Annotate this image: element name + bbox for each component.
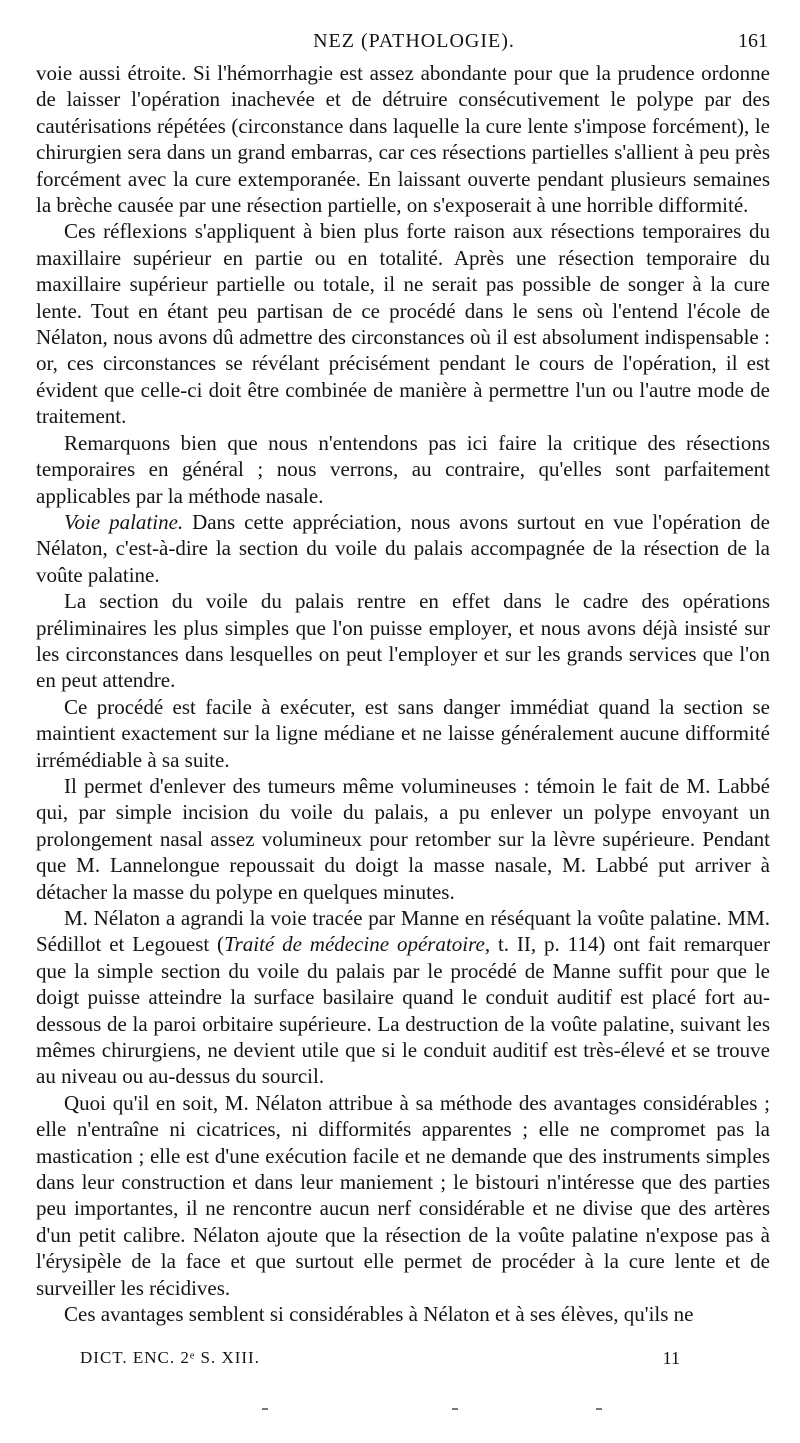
printer-signature: DICT. ENC. 2ᵉ S. XIII. [80,1348,260,1367]
page-footer [80,1348,700,1378]
paragraph-section-voile: La section du voile du palais rentre en effet dans le cadre des opérations préliminaires les plus simples que l'on puisse employer, et nous avons déjà insisté sur les circonstances dans lesquelles on peut l'employer et sur les grands services que l'on en peut attendre. [36,589,770,693]
paragraph-labbe: Il permet d'enlever des tumeurs même volumineuses : témoin le fait de M. Labbé qui, par simple incision du voile du palais, a pu enlever un polype envoyant un prolongement nasal assez volumineux pour retomber sur la lèvre supérieure. Pendant que M. Lannelongue repoussait du doigt la masse nasale, M. Labbé put arriver à détacher la masse du polype en quelques minutes. [36,773,770,904]
paragraph-procede-facile: Ce procédé est facile à exécuter, est sans danger immédiat quand la section se maintient exactement sur la ligne médiane et ne laisse généralement aucune difformité irrémédiable à sa suite. [36,694,770,772]
paragraph-voie-palatine [36,509,770,588]
running-head [60,30,768,60]
sedillot-text-after: , t. II, p. 114) ont fait remarquer que la simple section du voile du palais par le procédé de Manne suffit pour que le doigt puisse atteindre la surface basilaire quand le conduit auditif est placé fort au-dessous de la paroi orbitaire supérieure. La destruction de la voûte palatine, suivant les mêmes chirurgiens, ne devient utile que si le conduit auditif est très-élevé et se trouve au niveau ou au-dessus du sourcil. [36,932,770,1089]
paragraph-resections-temporaires: Ces réflexions s'appliquent à bien plus forte raison aux résections temporaires du maxillaire supérieur en partie ou en totalité. Après une résection temporaire du maxillaire supérieur partielle ou totale, il ne serait pas possible de songer à la cure lente. Tout en étant peu partisan de ce procédé dans le sens où l'entend l'école de Nélaton, nous avons dû admettre des circonstances où il est absolument indispensable : or, ces circonstances se révélant précisément pendant le cours de l'opération, il est évident que celle-ci doit être combinée de manière à permettre l'un ou l'autre mode de traitement. [36,219,770,429]
body-text [36,60,770,1328]
page-number: 161 [738,30,768,52]
scan-speck [596,1408,602,1410]
running-title: NEZ (PATHOLOGIE). [313,30,515,52]
scan-specks [0,1408,800,1412]
voie-palatine-text: Dans cette appréciation, nous avons surtout en vue l'opération de Nélaton, c'est-à-dire la section du voile du palais accompagnée de la résection de la voûte palatine. [36,509,770,587]
paragraph-last-line: Ces avantages semblent si considérables à Nélaton et à ses élèves, qu'ils ne [64,1302,694,1327]
scan-speck [262,1408,268,1410]
sheet-number: 11 [662,1348,680,1368]
paragraph-continued: voie aussi étroite. Si l'hémorrhagie est assez abondante pour que la prudence ordonne de laisser l'opération inachevée et de détruire consécutivement le polype par des cautérisations répétées (circonstance dans laquelle la cure lente s'impose forcément), le chirurgien sera dans un grand embarras, car ces résections partielles s'allient à peu près forcément avec la cure extemporanée. En laissant ouverte pendant plusieurs semaines la brèche causée par une résection partielle, on s'exposerait à une horrible difformité. [36,61,770,218]
section-heading-voie-palatine: Voie palatine. [64,509,184,534]
sedillot-text-before: M. Nélaton a agrandi la voie tracée par Manne en réséquant la voûte palatine. MM. Sédillot et Legouest ( [36,906,770,957]
paragraph-remarquons: Remarquons bien que nous n'entendons pas ici faire la critique des résections temporaires en général ; nous verrons, au contraire, qu'elles sont parfaitement applicables par la méthode nasale. [36,430,770,508]
paragraph-avantages: Quoi qu'il en soit, M. Nélaton attribue à sa méthode des avantages considérables ; elle n'entraîne ni cicatrices, ni difformités apparentes ; elle ne compromet pas la mastication ; elle est d'une exécution facile et ne demande que des instruments simples dans leur construction et dans leur maniement ; le bistouri n'intéresse que des parties peu importantes, il ne rencontre aucun nerf considérable et ne divise que des artères d'un petit calibre. Nélaton ajoute que la résection de la voûte palatine n'expose pas à l'érysipèle de la face et que surtout elle permet de procéder à la cure lente et de surveiller les récidives. [36,1090,770,1300]
paragraph-sedillot [36,905,770,1090]
book-title: Traité de médecine opératoire [224,932,485,957]
scan-speck [452,1408,458,1410]
